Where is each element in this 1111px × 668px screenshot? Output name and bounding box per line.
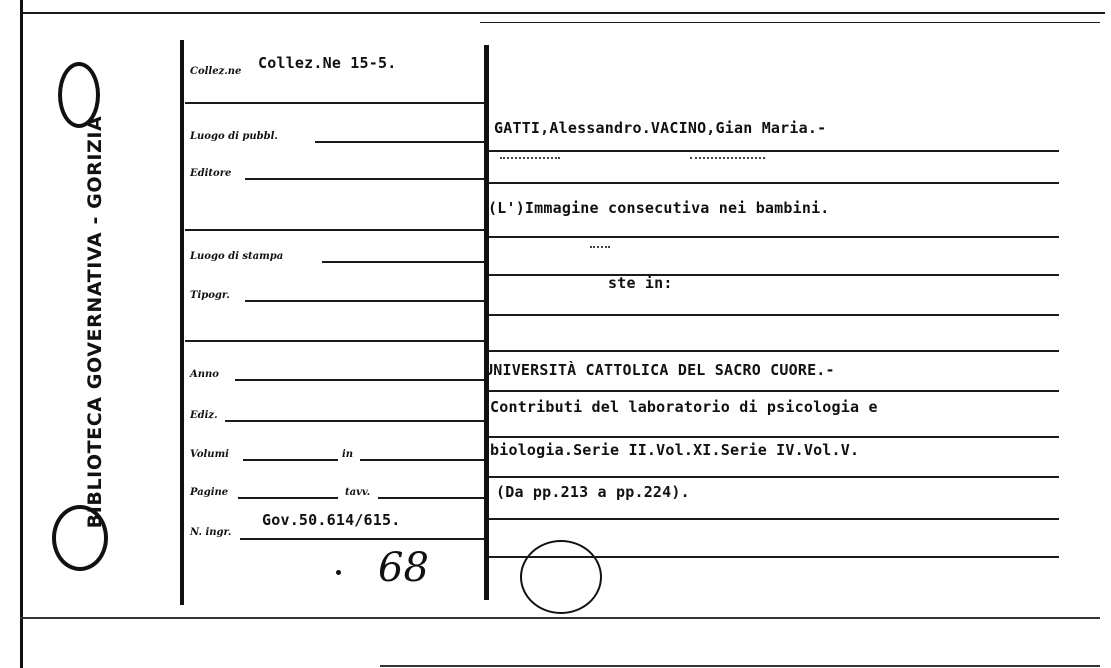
entry-series-line2: biologia.Serie II.Vol.XI.Serie IV.Vol.V.: [490, 441, 860, 459]
institution-title: BIBLIOTECA GOVERNATIVA - GORIZIA: [84, 115, 106, 529]
right-rule-6: [489, 350, 1059, 352]
right-rule-7: [489, 390, 1059, 392]
punch-hole-center: [520, 540, 602, 614]
dotted-line-2: [690, 157, 765, 159]
top-edge-rule-2: [480, 22, 1100, 23]
right-rule-10: [489, 518, 1059, 520]
editore-rule-2: [185, 229, 485, 231]
entry-pages: (Da pp.213 a pp.224).: [496, 483, 690, 501]
collez-rule: [185, 102, 485, 104]
right-rule-4: [489, 274, 1059, 276]
label-pagine: Pagine: [190, 487, 229, 498]
entry-in: ste in:: [608, 274, 673, 292]
right-rule-9: [489, 476, 1059, 478]
right-rule-2: [489, 182, 1059, 184]
entry-title: (L')Immagine consecutiva nei bambini.: [488, 199, 830, 217]
label-tavv: tavv.: [345, 487, 371, 498]
label-anno: Anno: [190, 369, 219, 380]
pagine-rule: [238, 497, 338, 499]
right-rule-8: [489, 436, 1059, 438]
label-ediz: Ediz.: [190, 410, 218, 421]
luogo-pubbl-rule: [315, 141, 485, 143]
n-ingr-rule: [240, 538, 485, 540]
top-edge-rule: [20, 12, 1105, 14]
dotted-line-1: [500, 157, 560, 159]
anno-rule: [235, 379, 485, 381]
label-editore: Editore: [190, 168, 232, 179]
entry-authors: GATTI,Alessandro.VACINO,Gian Maria.-: [494, 119, 827, 137]
value-collez: Collez.Ne 15-5.: [258, 54, 397, 72]
left-card-edge: [20, 0, 23, 668]
right-rule-11: [489, 556, 1059, 558]
editore-rule: [245, 178, 485, 180]
entry-series-line1: Contributi del laboratorio di psicologia e: [490, 398, 878, 416]
dotted-line-3: [590, 246, 610, 248]
handwritten-number: 68: [378, 545, 429, 591]
label-volumi: Volumi: [190, 449, 229, 460]
in-rule: [360, 459, 485, 461]
label-n-ingr: N. ingr.: [190, 527, 232, 538]
tipogr-rule-2: [185, 340, 485, 342]
right-rule-3: [489, 236, 1059, 238]
label-luogo-stampa: Luogo di stampa: [190, 251, 284, 262]
right-rule-1: [489, 150, 1059, 152]
label-collez: Collez.ne: [190, 66, 242, 77]
volumi-rule: [243, 459, 338, 461]
center-column-divider: [484, 45, 489, 600]
bottom-edge-rule: [20, 617, 1100, 619]
entry-publisher: UNIVERSITÀ CATTOLICA DEL SACRO CUORE.-: [484, 361, 835, 379]
label-in: in: [342, 449, 354, 460]
left-column-divider: [180, 40, 184, 605]
value-n-ingr: Gov.50.614/615.: [262, 511, 401, 529]
bottom-edge-rule-2: [380, 665, 1100, 667]
ediz-rule: [225, 420, 485, 422]
right-rule-5: [489, 314, 1059, 316]
tipogr-rule: [245, 300, 485, 302]
tavv-rule: [378, 497, 485, 499]
luogo-stampa-rule: [322, 261, 485, 263]
label-tipogr: Tipogr.: [190, 290, 230, 301]
label-luogo-pubbl: Luogo di pubbl.: [190, 131, 278, 142]
dot-mark: [336, 570, 341, 575]
